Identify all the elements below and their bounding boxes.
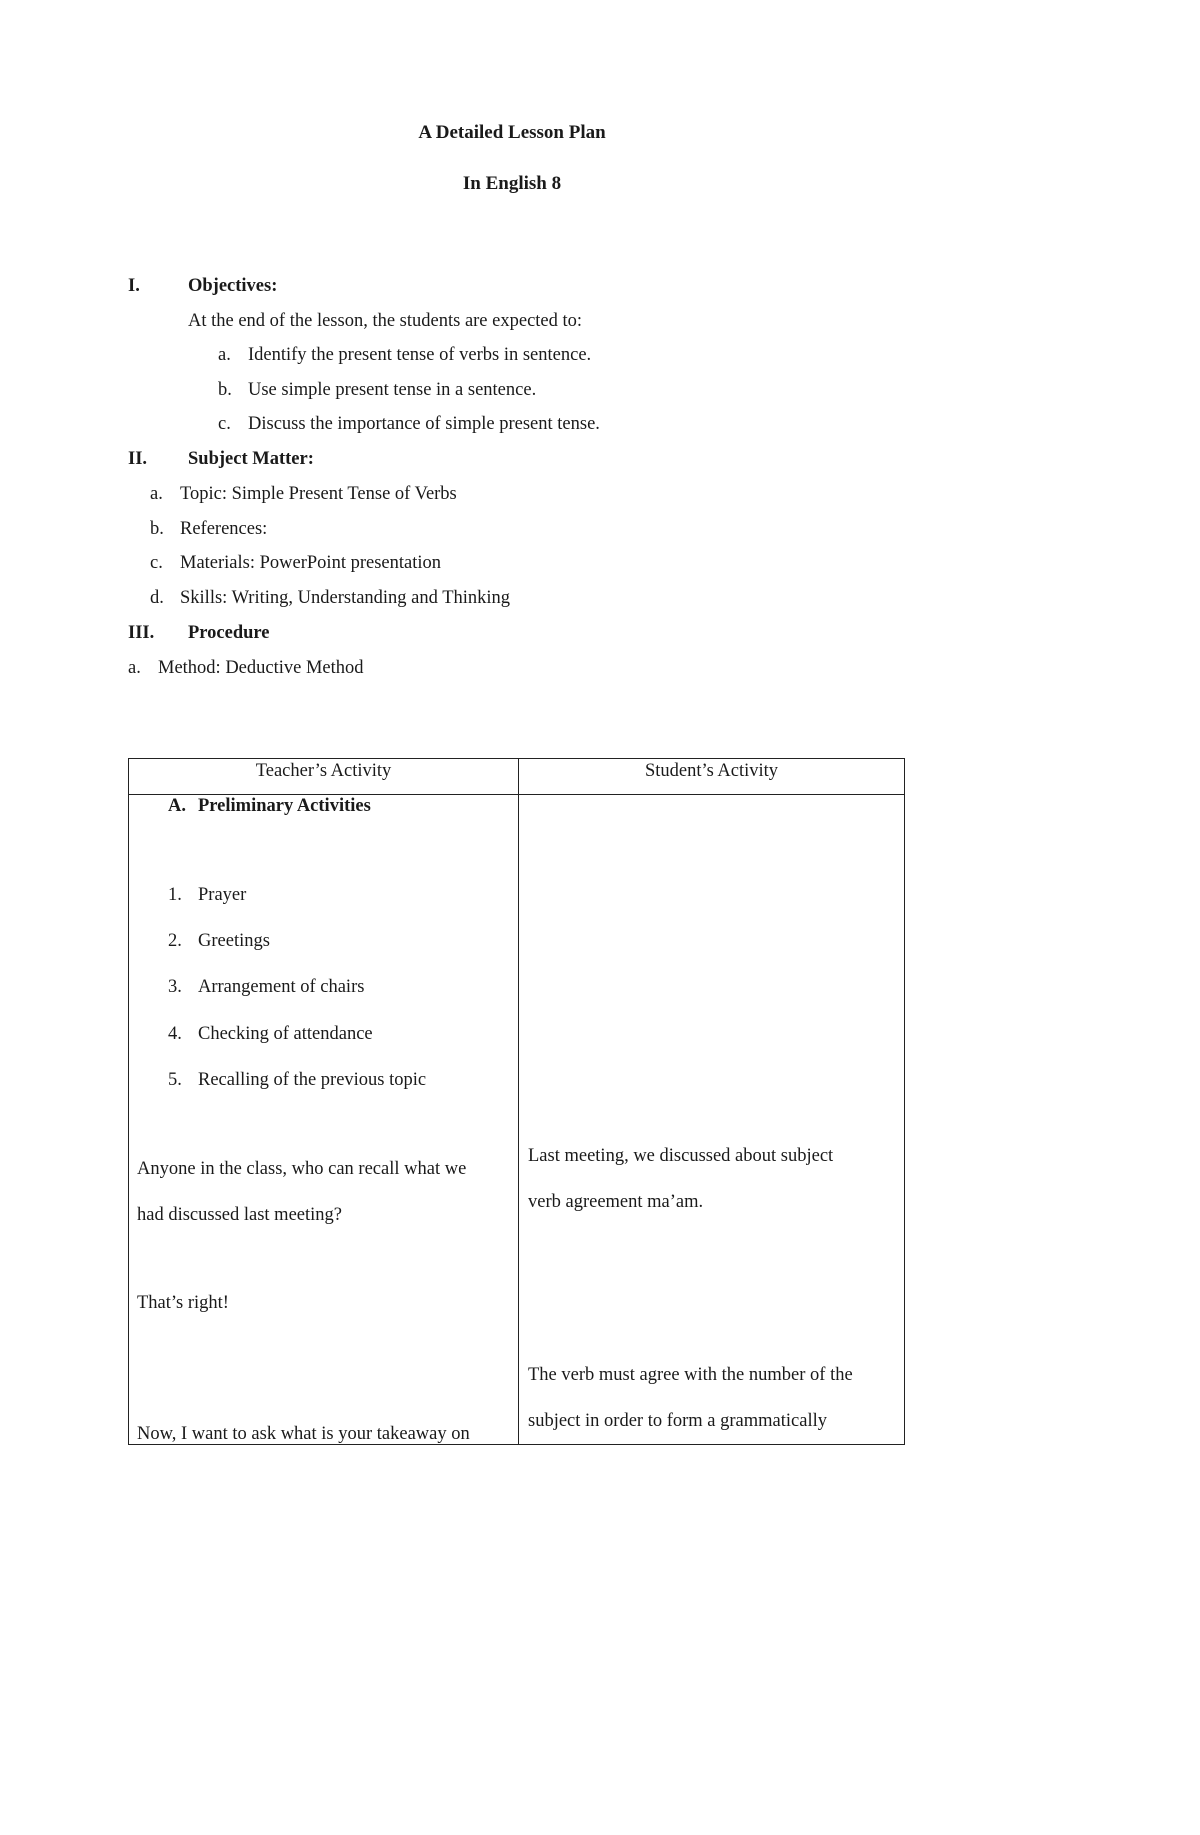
- column-divider: [518, 759, 519, 1444]
- objectives-heading: Objectives:: [188, 276, 278, 296]
- student-answer: verb agreement ma’am.: [528, 1192, 704, 1212]
- objectives-numeral: I.: [128, 276, 140, 296]
- teacher-response: That’s right!: [137, 1293, 229, 1313]
- subject-matter-item: Topic: Simple Present Tense of Verbs: [180, 484, 457, 504]
- procedure-marker: a.: [128, 658, 141, 678]
- subject-matter-marker: c.: [150, 553, 163, 573]
- subject-matter-item: References:: [180, 519, 268, 539]
- procedure-item: Method: Deductive Method: [158, 658, 364, 678]
- objective-marker: a.: [218, 345, 231, 365]
- teacher-followup: Now, I want to ask what is your takeaway on: [137, 1424, 470, 1444]
- activity-item: Arrangement of chairs: [198, 977, 365, 997]
- section-heading: Preliminary Activities: [198, 796, 371, 816]
- subject-matter-marker: d.: [150, 588, 164, 608]
- header-divider: [129, 794, 904, 795]
- objective-marker: c.: [218, 414, 231, 434]
- objective-item: Identify the present tense of verbs in sentence.: [248, 345, 592, 365]
- procedure-numeral: III.: [128, 623, 155, 643]
- activity-item: Greetings: [198, 931, 270, 951]
- activity-marker: 2.: [168, 931, 182, 951]
- activity-marker: 3.: [168, 977, 182, 997]
- student-answer: Last meeting, we discussed about subject: [528, 1146, 834, 1166]
- student-answer: subject in order to form a grammatically: [528, 1411, 827, 1431]
- objective-item: Discuss the importance of simple present tense.: [248, 414, 600, 434]
- subject-matter-item: Skills: Writing, Understanding and Thinking: [180, 588, 511, 608]
- objective-item: Use simple present tense in a sentence.: [248, 380, 537, 400]
- activity-marker: 4.: [168, 1024, 182, 1044]
- procedure-heading: Procedure: [188, 623, 270, 643]
- activity-item: Prayer: [198, 885, 247, 905]
- document-subtitle: In English 8: [462, 173, 562, 194]
- activity-marker: 1.: [168, 885, 182, 905]
- subject-matter-marker: a.: [150, 484, 163, 504]
- objective-marker: b.: [218, 380, 232, 400]
- student-activity-header: Student’s Activity: [644, 761, 779, 781]
- teacher-question: Anyone in the class, who can recall what we: [137, 1159, 467, 1179]
- teacher-activity-header: Teacher’s Activity: [255, 761, 392, 781]
- activity-table: [128, 758, 905, 1445]
- section-marker: A.: [168, 796, 186, 816]
- activity-item: Checking of attendance: [198, 1024, 373, 1044]
- activity-marker: 5.: [168, 1070, 182, 1090]
- subject-matter-marker: b.: [150, 519, 164, 539]
- student-answer: The verb must agree with the number of the: [528, 1365, 853, 1385]
- subject-matter-item: Materials: PowerPoint presentation: [180, 553, 442, 573]
- teacher-question: had discussed last meeting?: [137, 1205, 342, 1225]
- subject-matter-numeral: II.: [128, 449, 148, 469]
- document-title: A Detailed Lesson Plan: [418, 122, 606, 143]
- subject-matter-heading: Subject Matter:: [188, 449, 314, 469]
- activity-item: Recalling of the previous topic: [198, 1070, 427, 1090]
- objectives-intro: At the end of the lesson, the students are expected to:: [188, 311, 583, 331]
